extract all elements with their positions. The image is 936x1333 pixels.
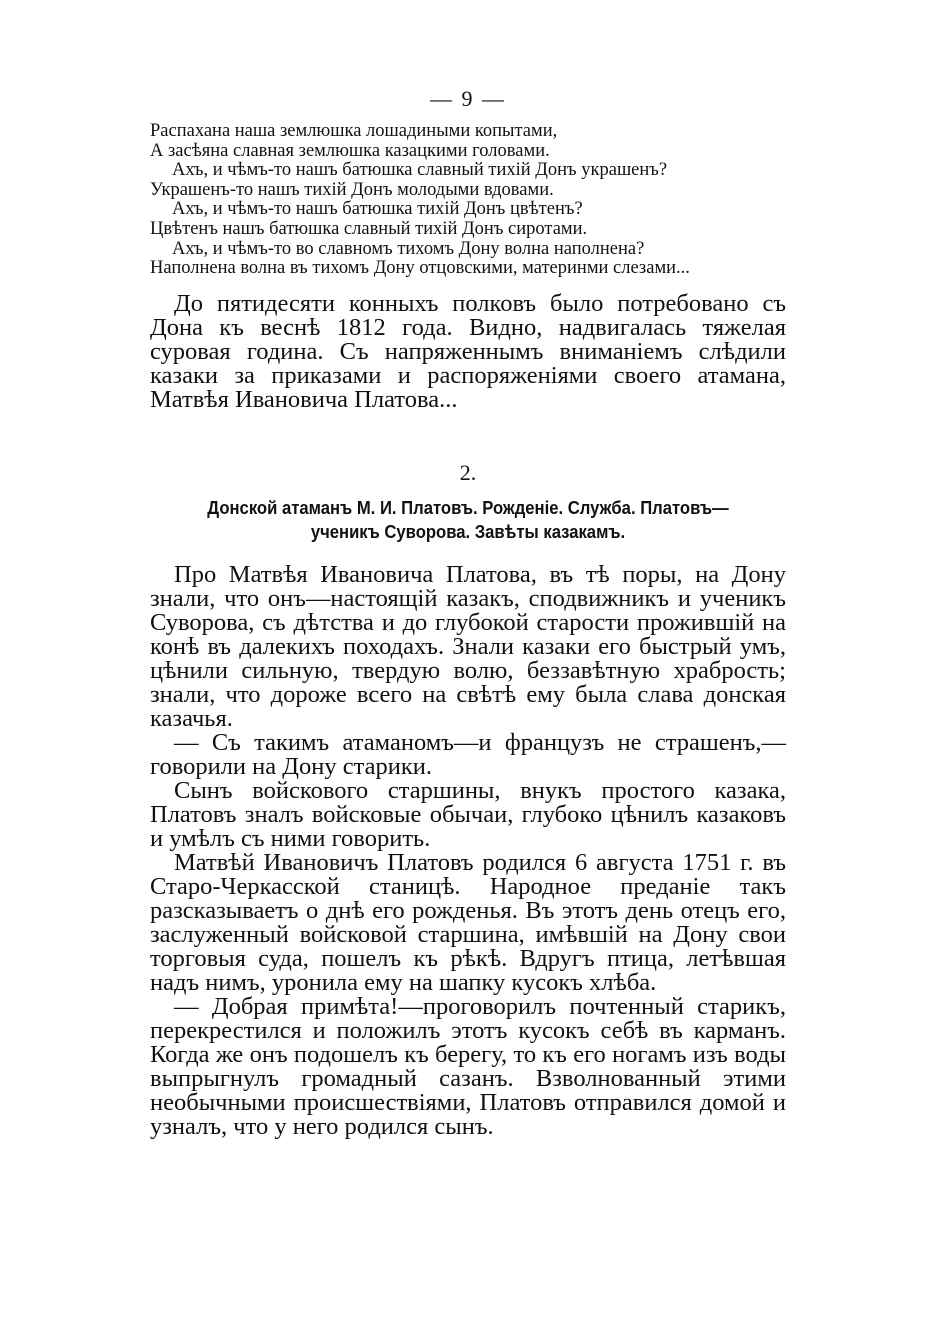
section-number: 2. xyxy=(459,460,477,485)
verse-line: Ахъ, и чѣмъ-то нашъ батюшка славный тихій Донъ украшенъ? xyxy=(172,160,668,181)
body-paragraph: Сынъ войскового старшины, внукъ простого казака, Платовъ зналъ войсковые обычаи, глубоко цѣнилъ казаковъ и умѣлъ съ ними говорить. xyxy=(150,777,786,852)
verse-line: Цвѣтенъ нашъ батюшка славный тихій Донъ сиротами. xyxy=(150,218,588,239)
verse-line: Ахъ, и чѣмъ-то нашъ батюшка тихій Донъ цвѣтенъ? xyxy=(172,199,583,220)
page-number: — 9 — xyxy=(430,86,506,111)
section-heading xyxy=(182,496,754,544)
folk-song-verse xyxy=(150,122,800,279)
body-paragraph: Матвѣй Ивановичъ Платовъ родился 6 августа 1751 г. въ Старо-Черкасской станицѣ. Народное преданіе такъ разсказываетъ о днѣ его рожденья. Въ этотъ день отецъ его, заслуженный войсковой старшина, имѣвшій на Дону свои торговыя суда, пошелъ къ рѣкѣ. Вдругъ птица, летѣвшая надъ нимъ, уронила ему на шапку кусокъ хлѣба. xyxy=(150,849,786,996)
section-heading-line-2: ученикъ Суворова. Завѣты казакамъ. xyxy=(310,521,626,542)
section-body xyxy=(150,563,786,1139)
body-paragraph: — Съ такимъ атаманомъ—и французъ не страшенъ,— говорили на Дону старики. xyxy=(150,729,786,780)
body-paragraph: — Добрая примѣта!—проговорилъ почтенный старикъ, перекрестился и положилъ этотъ кусокъ себѣ въ карманъ. Когда же онъ подошелъ къ берегу, то къ его ногамъ изъ воды выпрыгнулъ громадный сазанъ. Взволнованный этими необычными происшествіями, Платовъ отправился домой и узналъ, что у него родился сынъ. xyxy=(150,993,786,1140)
verse-line: Наполнена волна въ тихомъ Дону отцовскими, материнми слезами... xyxy=(150,258,690,279)
body-paragraph: Про Матвѣя Ивановича Платова, въ тѣ поры, на Дону знали, что онъ—настоящій казакъ, сподвижникъ и ученикъ Суворова, съ дѣтства и до глубокой старости прожившій на конѣ въ далекихъ походахъ. Знали казаки его быстрый умъ, цѣнили сильную, твердую волю, беззавѣтную храбрость; знали, что дороже всего на свѣтѣ ему была слава донская казачья. xyxy=(150,561,786,732)
verse-line: А засѣяна славная землюшка казацкими головами. xyxy=(150,140,550,161)
verse-line: Ахъ, и чѣмъ-то во славномъ тихомъ Дону волна наполнена? xyxy=(172,238,645,259)
verse-line: Украшенъ-то нашъ тихій Донъ молодыми вдовами. xyxy=(150,179,554,200)
intro-block xyxy=(150,292,786,412)
verse-line: Распахана наша землюшка лошадиными копытами, xyxy=(150,121,558,141)
intro-paragraph: До пятидесяти конныхъ полковъ было потребовано съ Дона къ веснѣ 1812 года. Видно, надвигалась тяжелая суровая година. Съ напряженнымъ вниманіемъ слѣдили казаки за приказами и распоряженіями своего атамана, Матвѣя Ивановича Платова... xyxy=(150,290,786,413)
section-heading-line-1: Донской атаманъ М. И. Платовъ. Рожденіе. Служба. Платовъ— xyxy=(207,497,729,518)
